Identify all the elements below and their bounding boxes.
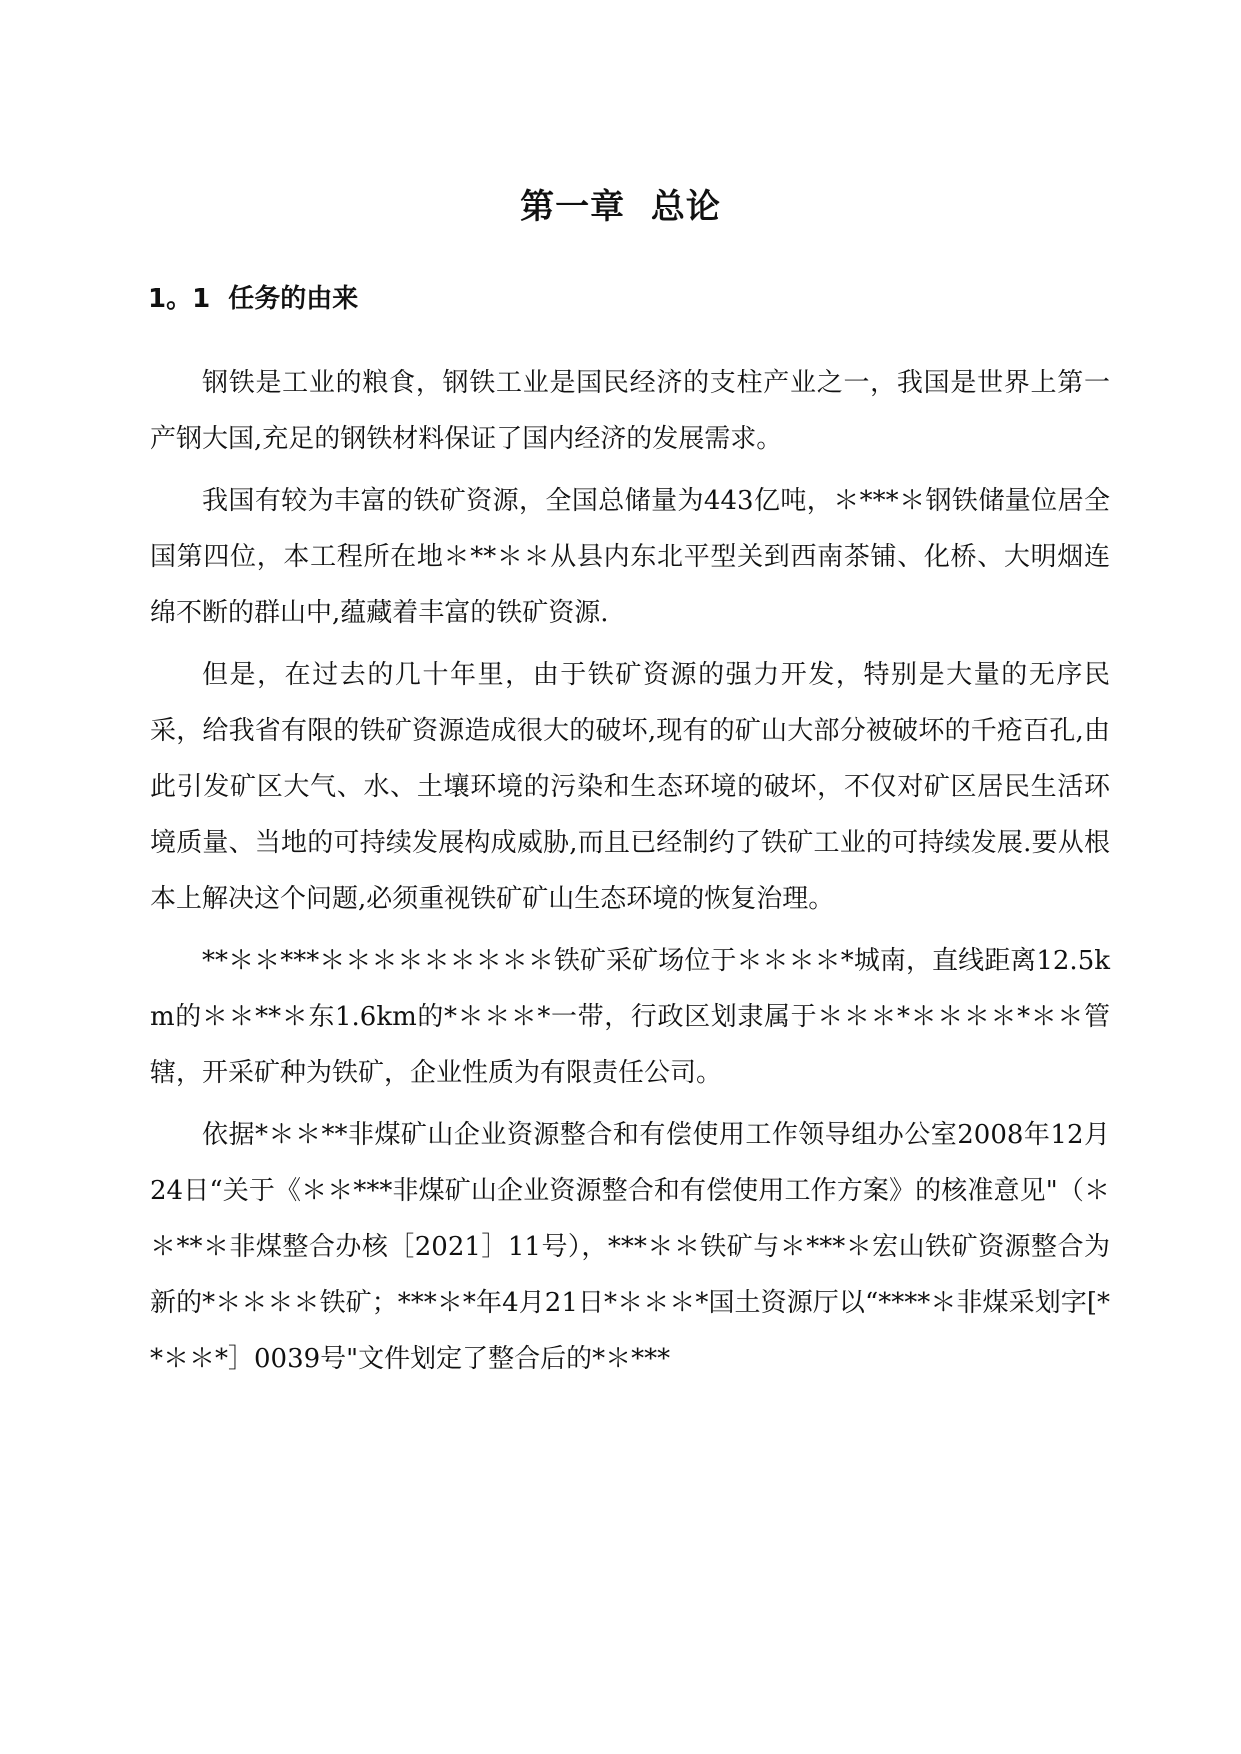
paragraph: 钢铁是工业的粮食，钢铁工业是国民经济的支柱产业之一，我国是世界上第一产钢大国,充足的钢铁材料保证了国内经济的发展需求。 bbox=[150, 368, 1110, 454]
paragraph: 我国有较为丰富的铁矿资源，全国总储量为443亿吨，＊***＊钢铁储量位居全国第四位，本工程所在地＊**＊＊从县内东北平型关到西南茶铺、化桥、大明烟连绵不断的群山中,蕴藏着丰富的铁矿资源. bbox=[150, 486, 1110, 628]
section-heading: 1。1 任务的由来 bbox=[148, 284, 359, 314]
paragraph: 但是，在过去的几十年里，由于铁矿资源的强力开发，特别是大量的无序民采，给我省有限的铁矿资源造成很大的破坏,现有的矿山大部分被破坏的千疮百孔,由此引发矿区大气、水、土壤环境的污染和生态环境的破坏，不仅对矿区居民生活环境质量、当地的可持续发展构成威胁,而且已经制约了铁矿工业的可持续发展.要从根本上解决这个问题,必须重视铁矿矿山生态环境的恢复治理。 bbox=[150, 660, 1110, 914]
paragraph: 依据*＊＊**非煤矿山企业资源整合和有偿使用工作领导组办公室2008年12月24日“关于《＊＊***非煤矿山企业资源整合和有偿使用工作方案》的核准意见"（＊＊**＊非煤整合办核［2021］11号），***＊＊铁矿与＊***＊宏山铁矿资源整合为新的*＊＊＊＊铁矿；***＊*年4月21日*＊＊＊*国土资源厅以“****＊非煤采划字[**＊＊*］0039号"文件划定了整合后的*＊*** bbox=[150, 1120, 1110, 1374]
paragraph: **＊＊***＊＊＊＊＊＊＊＊＊铁矿采矿场位于＊＊＊＊*城南，直线距离12.5km的＊＊**＊东1.6km的*＊＊＊*一带，行政区划隶属于＊＊＊*＊＊＊＊*＊＊管辖，开采矿种为铁矿，企业性质为有限责任公司。 bbox=[150, 946, 1110, 1088]
body-text bbox=[150, 355, 1110, 1387]
chapter-title: 第一章 总论 bbox=[520, 187, 721, 227]
